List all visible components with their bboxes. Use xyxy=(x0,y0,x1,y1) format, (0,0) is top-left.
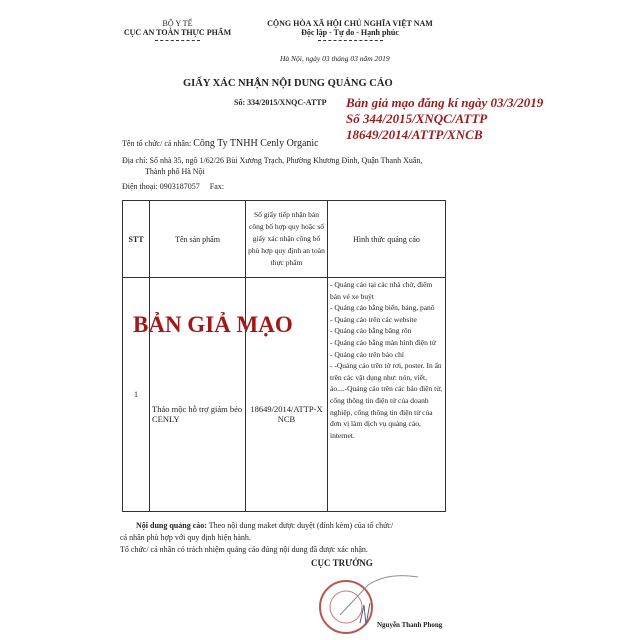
content-line: Theo nội dung maket được duyệt (đính kèm) của tổ chức/ xyxy=(208,521,394,530)
column-header: Số giấy tiếp nhận bản công bố hợp quy hoặc số giấy xác nhận công bố phù hợp quy định an toàn thực phẩm xyxy=(246,201,328,278)
cert-cell: 18649/2014/ATTP-XNCB xyxy=(246,278,328,512)
column-header: STT xyxy=(123,201,150,278)
label: Địa chỉ: xyxy=(122,156,148,165)
ad-form: - Quảng cáo bằng biển, bảng, panô xyxy=(330,303,435,313)
ministry: BỘ Y TẾ xyxy=(162,19,193,28)
agency: CỤC AN TOÀN THỰC PHẨM xyxy=(123,28,232,37)
address-line: Số nhà 35, ngõ 1/62/26 Bùi Xương Trạch, Phường Khương Đình, Quận Thanh Xuân, xyxy=(149,156,423,165)
product-name-cell: Thảo mộc hỗ trợ giảm béo CENLY xyxy=(150,278,246,512)
ad-form: - Quảng cáo trên các website xyxy=(330,314,417,324)
responsibility: Tổ chức/ cá nhân có trách nhiệm quảng cáo đúng nội dung đã được xác nhận. xyxy=(120,545,368,554)
fax: Fax: xyxy=(209,182,225,191)
org-name: Công Ty TNHH Cenly Organic xyxy=(193,138,319,149)
country: CỘNG HÒA XÃ HỘI CHỦ NGHĨA VIỆT NAM xyxy=(267,19,433,28)
ad-form: - Quảng cáo trên báo chí xyxy=(330,349,404,359)
signer-position: CỤC TRƯỞNG xyxy=(311,558,373,568)
phone: Điện thoại: 0903187057 xyxy=(122,182,200,191)
document-title: GIẤY XÁC NHẬN NỘI DUNG QUẢNG CÁO xyxy=(183,78,393,89)
address-line: Thành phố Hà Nội xyxy=(145,167,205,176)
date: Hà Nội, ngày 03 tháng 03 năm 2019 xyxy=(280,54,390,63)
table-header-row xyxy=(123,201,446,278)
footer-text xyxy=(120,520,393,556)
ad-form: - Quảng cáo tại các nhà chờ, điểm bán vé xe buýt xyxy=(330,280,433,301)
label: Nội dung quảng cáo: xyxy=(136,521,207,530)
divider xyxy=(155,40,200,41)
fake-note-line: Bản giả mạo đăng kí ngày 03/3/2019 xyxy=(346,95,544,110)
ad-form: - Quảng cáo bằng băng rôn xyxy=(330,326,412,336)
fake-stamp: BẢN GIẢ MẠO xyxy=(133,312,293,337)
column-header: Tên sản phẩm xyxy=(150,201,246,278)
ad-form: - Quảng cáo bằng màn hình điện tử xyxy=(330,337,436,347)
fake-note xyxy=(346,95,543,143)
national-header xyxy=(250,19,450,44)
label: Tên tổ chức/ cá nhân: xyxy=(122,139,192,148)
column-header: Hình thức quảng cáo xyxy=(328,201,446,278)
signer-name: Nguyễn Thanh Phong xyxy=(377,621,443,629)
content-line: cá nhân phù hợp với quy định hiện hành. xyxy=(120,533,251,542)
document-number: Số: 334/2015/XNQC-ATTP xyxy=(234,98,327,107)
fake-note-line: 18649/2014/ATTP/XNCB xyxy=(346,127,483,142)
stt-cell: 1 xyxy=(123,278,150,512)
ad-form: - -Quảng cáo trên tờ rơi, poster. In ấn trên các vật dụng như: nón, viết, áo....-Quảng cáo trên các báo điện tử, cổng thông tin điện tử của doanh nghiệp, cổng thông tin điện tử của đơn vị làm dịch vụ quảng cáo, internet. xyxy=(330,361,443,440)
divider xyxy=(318,40,383,41)
agency-header xyxy=(120,19,235,44)
org-name-row xyxy=(122,138,319,149)
ad-forms-cell xyxy=(328,278,446,512)
fake-note-line: Số 344/2015/XNQC/ATTP xyxy=(346,111,488,126)
contact xyxy=(122,182,224,191)
motto: Độc lập - Tự do - Hạnh phúc xyxy=(301,28,399,37)
address xyxy=(122,155,422,177)
product-table xyxy=(122,200,446,512)
